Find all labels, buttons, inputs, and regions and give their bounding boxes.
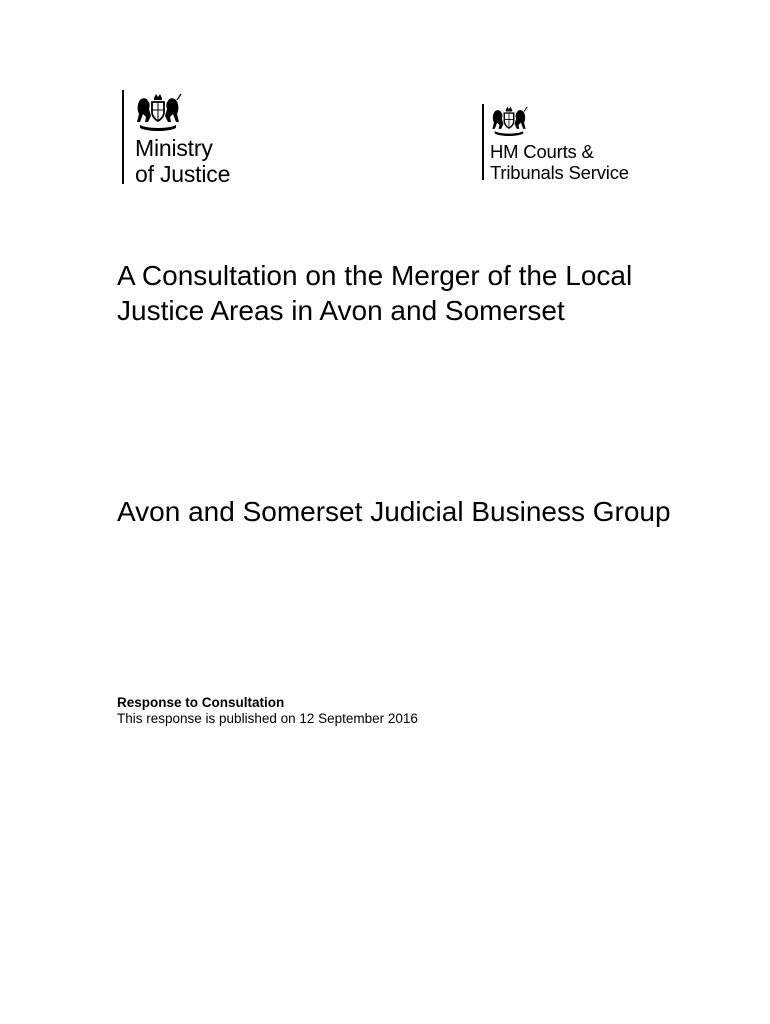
moj-logo-line1: Ministry: [135, 135, 213, 161]
ministry-of-justice-logo: [122, 90, 272, 186]
royal-coat-of-arms-icon: [134, 92, 182, 132]
document-subtitle: Avon and Somerset Judicial Business Group: [117, 496, 671, 527]
hmcts-logo-line2: Tribunals Service: [490, 162, 629, 183]
royal-coat-of-arms-icon: [490, 105, 528, 137]
response-heading: Response to Consultation: [117, 695, 285, 710]
document-title: A Consultation on the Merger of the Local Justice Areas in Avon and Somerset: [117, 260, 633, 326]
publication-date-text: This response is published on 12 September 2016: [117, 711, 418, 726]
moj-logo-line2: of Justice: [135, 161, 231, 187]
hmcts-logo-line1: HM Courts &: [490, 141, 594, 162]
hmcts-logo: [482, 104, 662, 182]
logo-divider-rule: [122, 90, 124, 184]
logo-divider-rule: [482, 104, 484, 180]
